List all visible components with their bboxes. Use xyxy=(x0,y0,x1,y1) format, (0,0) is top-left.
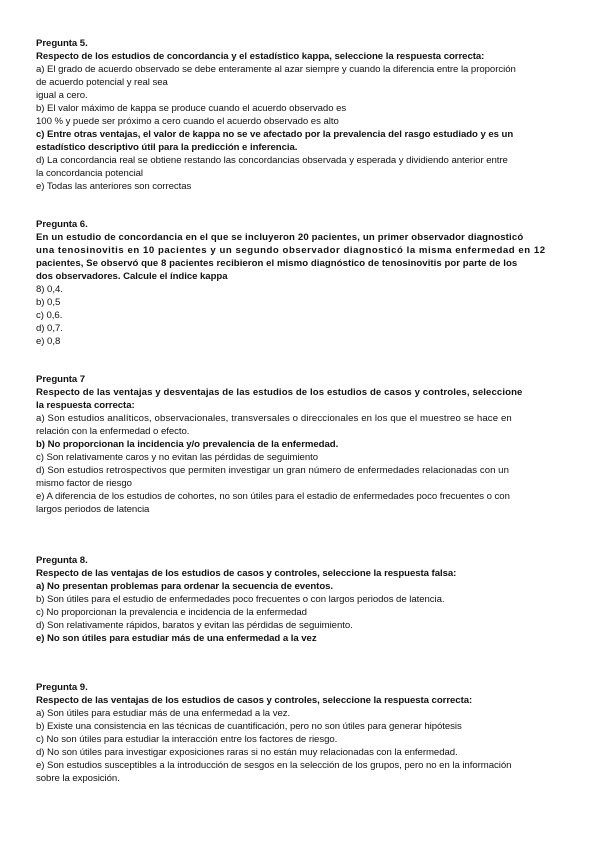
question-stem: Respecto de las ventajas de los estudios de casos y controles, seleccione la respuesta falsa: xyxy=(36,568,457,579)
answer-option-line: e) Son estudios susceptibles a la introducción de sesgos en la selección de los grupos, pero no en la información xyxy=(36,760,512,771)
question-title: Pregunta 9. xyxy=(36,682,88,693)
question-stem: Respecto de los estudios de concordancia y el estadístico kappa, seleccione la respuesta correcta: xyxy=(36,51,485,62)
answer-option-line: c) No proporcionan la prevalencia e incidencia de la enfermedad xyxy=(36,607,307,618)
answer-option-line: c) Son relativamente caros y no evitan las pérdidas de seguimiento xyxy=(36,452,319,463)
answer-option-line: e) Todas las anteriores son correctas xyxy=(36,181,192,192)
question-8 xyxy=(36,554,566,645)
answer-option-line: 100 % y puede ser próximo a cero cuando el acuerdo observado es alto xyxy=(36,116,339,127)
answer-option-line: mismo factor de riesgo xyxy=(36,478,132,489)
answer-option-line: de acuerdo potencial y real sea xyxy=(36,77,168,88)
answer-option-line-highlighted: c) Entre otras ventajas, el valor de kappa no se ve afectado por la prevalencia del rasgo estudiado y es un xyxy=(36,129,514,140)
question-9 xyxy=(36,681,566,785)
question-title: Pregunta 7 xyxy=(36,374,86,385)
question-title: Pregunta 5. xyxy=(36,38,88,49)
answer-option-line: e) 0,8 xyxy=(36,336,61,347)
answer-option-line-highlighted: e) No son útiles para estudiar más de una enfermedad a la vez xyxy=(36,633,317,644)
answer-option-line: a) El grado de acuerdo observado se debe enteramente al azar siempre y cuando la diferencia entre la proporción xyxy=(36,64,516,75)
answer-option-line: a) Son estudios analíticos, observacionales, transversales o direccionales en los que el muestreo se hace en xyxy=(36,413,512,424)
answer-option-line: la concordancia potencial xyxy=(36,168,144,179)
answer-option-line: d) Son estudios retrospectivos que permiten investigar un gran número de enfermedades relacionadas con un xyxy=(36,465,509,476)
answer-option-line: d) Son relativamente rápidos, baratos y evitan las pérdidas de seguimiento. xyxy=(36,620,353,631)
question-stem: Respecto de las ventajas de los estudios de casos y controles, seleccione la respuesta correcta: xyxy=(36,695,473,706)
question-7 xyxy=(36,373,566,516)
answer-option-line-highlighted: b) No proporcionan la incidencia y/o prevalencia de la enfermedad. xyxy=(36,439,339,450)
question-5 xyxy=(36,37,566,193)
answer-option-line: igual a cero. xyxy=(36,90,88,101)
answer-option-line: d) 0,7. xyxy=(36,323,63,334)
question-title: Pregunta 8. xyxy=(36,555,88,566)
answer-option-line: c) 0,6. xyxy=(36,310,63,321)
answer-option-line: e) A diferencia de los estudios de cohortes, no son útiles para el estadio de enfermedades poco frecuentes o con xyxy=(36,491,510,502)
answer-option-line: largos periodos de latencia xyxy=(36,504,150,515)
answer-option-line: d) No son útiles para investigar exposiciones raras si no están muy relacionadas con la enfermedad. xyxy=(36,747,458,758)
answer-option-line: b) El valor máximo de kappa se produce cuando el acuerdo observado es xyxy=(36,103,347,114)
answer-option-line: relación con la enfermedad o efecto. xyxy=(36,426,190,437)
question-stem: dos observadores. Calcule el índice kappa xyxy=(36,271,228,282)
answer-option-line: b) 0,5 xyxy=(36,297,61,308)
answer-option-line: sobre la exposición. xyxy=(36,773,120,784)
question-stem: pacientes, Se observó que 8 pacientes recibieron el mismo diagnóstico de tenosinovitis por parte de los xyxy=(36,258,518,269)
question-stem: Respecto de las ventajas y desventajas de las estudios de los estudios de casos y controles, seleccione xyxy=(36,387,523,398)
question-stem: En un estudio de concordancia en el que se incluyeron 20 pacientes, un primer observador diagnosticó xyxy=(36,232,524,243)
question-title: Pregunta 6. xyxy=(36,219,88,230)
answer-option-line: a) Son útiles para estudiar más de una enfermedad a la vez. xyxy=(36,708,291,719)
answer-option-line: b) Existe una consistencia en las técnicas de cuantificación, pero no son útiles para generar hipótesis xyxy=(36,721,462,732)
question-stem: una tenosinovitis en 10 pacientes y un segundo observador diagnosticó la misma enfermedad en 12 xyxy=(36,245,546,256)
question-stem: la respuesta correcta: xyxy=(36,400,135,411)
answer-option-line: 8) 0,4. xyxy=(36,284,63,295)
answer-option-line-highlighted: a) No presentan problemas para ordenar la secuencia de eventos. xyxy=(36,581,334,592)
answer-option-line-highlighted: estadístico descriptivo útil para la predicción e inferencia. xyxy=(36,142,298,153)
answer-option-line: d) La concordancia real se obtiene restando las concordancias observada y esperada y dividiendo anterior entre xyxy=(36,155,508,166)
question-6 xyxy=(36,218,566,348)
answer-option-line: b) Son útiles para el estudio de enfermedades poco frecuentes o con largos periodos de latencia. xyxy=(36,594,445,605)
answer-option-line: c) No son útiles para estudiar la interacción entre los factores de riesgo. xyxy=(36,734,338,745)
